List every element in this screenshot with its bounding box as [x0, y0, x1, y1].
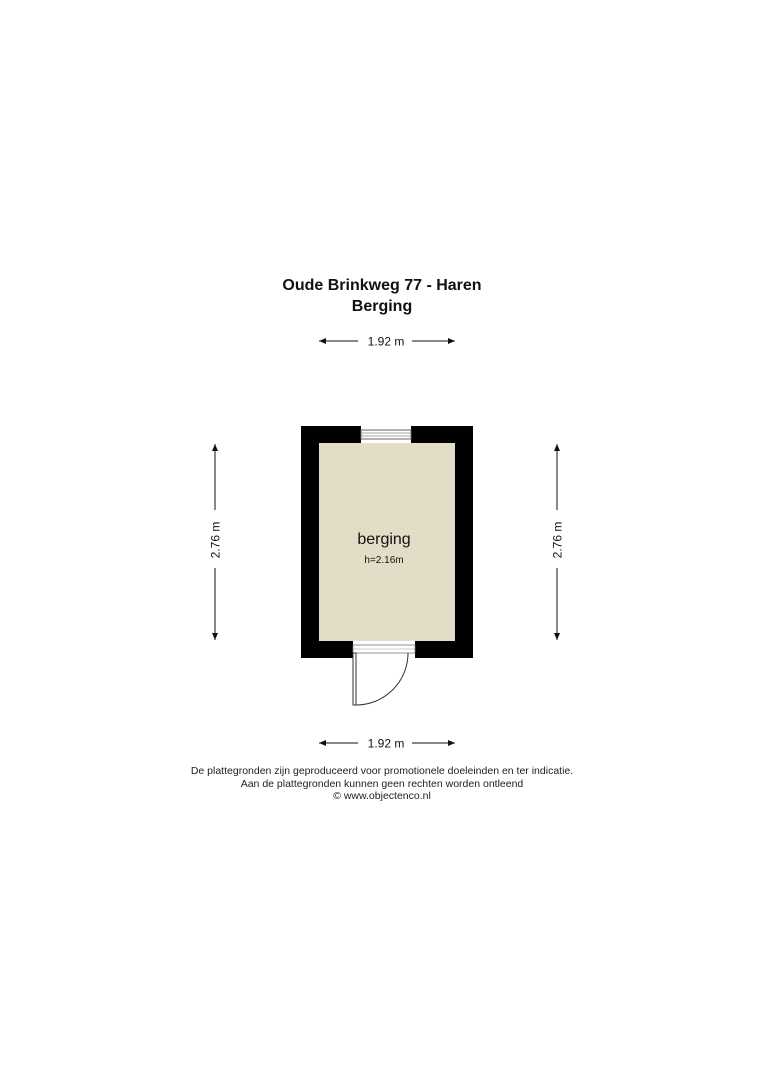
room-name-label: berging [357, 531, 411, 548]
room-height-label: h=2.16m [364, 555, 404, 566]
left-dimension [209, 444, 223, 640]
disclaimer [0, 765, 764, 803]
bottom-width-label: 1.92 m [367, 736, 405, 751]
bottom-dimension [319, 737, 455, 751]
copyright-line: © www.objectenco.nl [333, 790, 431, 802]
top-dimension [319, 335, 455, 349]
top-width-label: 1.92 m [367, 334, 405, 349]
plan-address-title: Oude Brinkweg 77 - Haren [282, 277, 482, 294]
right-dimension [551, 444, 565, 640]
window [361, 430, 411, 439]
disclaimer-line-2: Aan de plattegronden kunnen geen rechten worden ontleend [240, 777, 524, 790]
door [353, 645, 415, 705]
disclaimer-line-1: De plattegronden zijn geproduceerd voor promotionele doeleinden en ter indicatie. [190, 765, 574, 777]
plan-floor-title: Berging [351, 298, 413, 315]
right-depth-label: 2.76 m [550, 521, 565, 559]
left-depth-label: 2.76 m [208, 521, 223, 559]
